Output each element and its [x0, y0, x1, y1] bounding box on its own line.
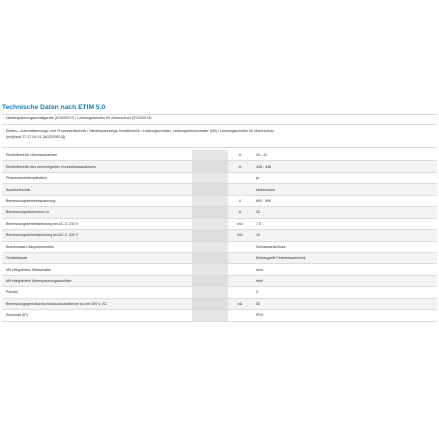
- row-unit: kA: [237, 301, 243, 306]
- table-row: [2, 173, 437, 184]
- row-code-cell: [192, 173, 228, 183]
- row-label: Anschlussart Hauptstromkreis: [6, 244, 54, 249]
- technical-data-table: [2, 150, 437, 322]
- divider: [2, 147, 437, 148]
- table-row: [2, 242, 437, 253]
- row-label: Bemessungsbetriebsleistung bei AC-3, 400 V: [6, 233, 79, 238]
- table-row: [2, 264, 437, 275]
- row-value: 448 - 448: [256, 164, 272, 169]
- table-row: [2, 230, 437, 241]
- row-unit: V: [238, 198, 242, 203]
- divider: [2, 114, 437, 115]
- row-label: Gerätebauart: [6, 256, 28, 261]
- row-unit: kW: [237, 221, 243, 226]
- row-label: Einstellbereich des unverzögerten Kurzschlussauslösers: [6, 164, 96, 169]
- row-value: 3: [256, 290, 258, 295]
- row-code-cell: [192, 310, 228, 320]
- row-code-cell: [192, 242, 228, 252]
- table-row: [2, 276, 437, 287]
- row-value: 690 - 690: [256, 198, 272, 203]
- row-unit: [229, 184, 251, 194]
- row-code-cell: [192, 161, 228, 171]
- row-unit: [229, 287, 251, 297]
- row-unit: [229, 276, 251, 286]
- row-code-cell: [192, 276, 228, 286]
- row-code-cell: [192, 184, 228, 194]
- row-value: ja: [256, 176, 259, 181]
- table-row: [2, 207, 437, 218]
- divider: [2, 124, 437, 125]
- row-unit: kW: [237, 233, 243, 238]
- row-code-cell: [192, 287, 228, 297]
- row-value: Schraubanschluss: [256, 244, 286, 249]
- table-row: [2, 287, 437, 298]
- row-unit: A: [238, 164, 242, 169]
- row-value: Einbaugerät Festeinbautechnik: [256, 256, 306, 261]
- row-unit: A: [238, 210, 242, 215]
- row-label: Bemessungsbetriebsspannung: [6, 198, 56, 203]
- row-label: Mit integriertem Unterspannungsauslöser: [6, 279, 72, 284]
- table-row: [2, 161, 437, 172]
- row-value: 25 - 32: [256, 153, 268, 158]
- row-value: IP20: [256, 313, 264, 318]
- table-row: [2, 196, 437, 207]
- row-code-cell: [192, 299, 228, 309]
- row-code-cell: [192, 150, 228, 160]
- product-class-line: Niederspannungsschaltgeräte (EG000017) / Leistungsschalter für Motorschutz (EC000074): [6, 116, 152, 120]
- table-row: [2, 310, 437, 321]
- row-label: Bemessungsgrenzkurzschlussausschaltstrom Icu bei 400 V, AC: [6, 301, 108, 306]
- row-value: nein: [256, 267, 263, 272]
- row-unit: [229, 264, 251, 274]
- category-line-1: Elektro-, Automatisierungs- und Prozessleittechnik / Niederspannungs-Schalttechnik / Leistungsschalter, Leistungstrennschalter (NS) / Leistungsschalter für Motorschutz: [6, 129, 274, 133]
- row-code-cell: [192, 264, 228, 274]
- row-label: Polzahl: [6, 290, 18, 295]
- category-line-2: (ecl@ss8 27-37-04-01 [AGZ529013]): [6, 135, 66, 139]
- table-row: [2, 299, 437, 310]
- row-value: 15: [256, 233, 260, 238]
- row-code-cell: [192, 196, 228, 206]
- table-row: [2, 150, 437, 161]
- table-row: [2, 219, 437, 230]
- row-code-cell: [192, 207, 228, 217]
- table-row: [2, 253, 437, 264]
- row-label: Phasenausfallempfindlich: [6, 176, 47, 181]
- row-code-cell: [192, 253, 228, 263]
- table-row: [2, 184, 437, 195]
- row-unit: [229, 310, 251, 320]
- row-unit: [229, 253, 251, 263]
- row-label: Mit integriertem Hilfsschalter: [6, 267, 52, 272]
- row-unit: A: [238, 153, 242, 158]
- row-label: Einstellbereich Überlastauslöser: [6, 153, 58, 158]
- row-value: elektronisch: [256, 187, 276, 192]
- row-label: Bemessungsdauerstrom Iu: [6, 210, 49, 215]
- row-code-cell: [192, 230, 228, 240]
- row-code-cell: [192, 219, 228, 229]
- row-value: 7.5: [256, 221, 261, 226]
- row-unit: [229, 242, 251, 252]
- row-unit: [229, 173, 251, 183]
- row-value: nein: [256, 279, 263, 284]
- row-label: Auslösetechnik: [6, 187, 31, 192]
- row-label: Schutzart (IP): [6, 313, 28, 318]
- row-value: 32: [256, 210, 260, 215]
- row-value: 50: [256, 301, 260, 306]
- etim-section-title: Technische Daten nach ETIM 5.0: [2, 104, 106, 111]
- row-label: Bemessungsbetriebsleistung bei AC-3, 230 V: [6, 221, 79, 226]
